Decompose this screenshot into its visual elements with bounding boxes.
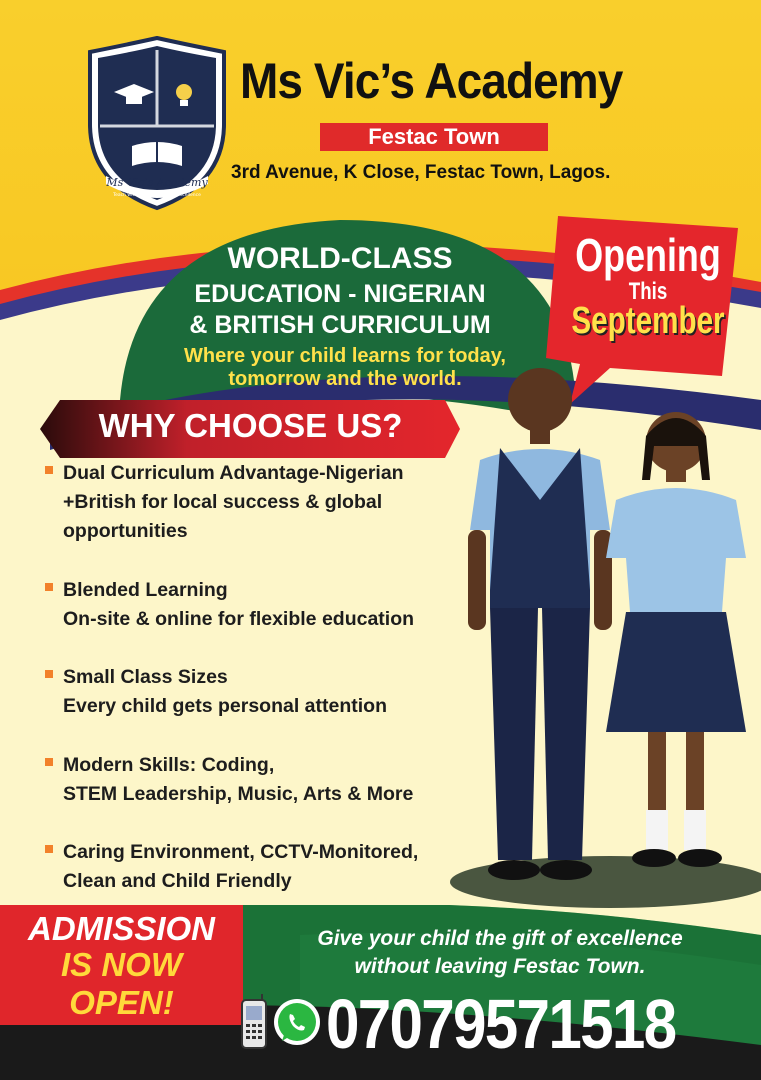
crest-motto: Teach with Love, Shine with Excellence bbox=[113, 193, 201, 198]
feature-text: Caring Environment, CCTV-Monitored, bbox=[63, 841, 419, 863]
feature-text: Modern Skills: Coding, bbox=[63, 754, 275, 776]
whatsapp-icon bbox=[272, 997, 322, 1047]
feature-item bbox=[45, 663, 387, 721]
headline-line-2: EDUCATION - NIGERIAN bbox=[194, 280, 486, 308]
feature-text: Dual Curriculum Advantage-Nigerian bbox=[63, 462, 404, 484]
phone-number[interactable]: 07079571518 bbox=[326, 985, 676, 1063]
feature-text: +British for local success & global bbox=[63, 491, 383, 513]
feature-item bbox=[45, 838, 418, 896]
admission-line-2: IS NOW bbox=[61, 946, 182, 983]
feature-text: opportunities bbox=[63, 520, 188, 542]
feature-item bbox=[45, 459, 404, 546]
bullet-icon bbox=[45, 758, 53, 766]
why-choose-title: WHY CHOOSE US? bbox=[98, 407, 403, 444]
feature-text: Small Class Sizes bbox=[63, 666, 228, 688]
mobile-phone-icon bbox=[238, 994, 270, 1052]
crest-name: Ms Vic’s Academy bbox=[106, 176, 208, 189]
tagline-line-1: Where your child learns for today, bbox=[184, 345, 506, 367]
gift-line-2: without leaving Festac Town. bbox=[354, 955, 646, 978]
feature-item bbox=[45, 751, 413, 809]
headline-line-1: WORLD-CLASS bbox=[227, 242, 453, 275]
tagline-line-2: tomorrow and the world. bbox=[228, 368, 462, 390]
bullet-icon bbox=[45, 583, 53, 591]
feature-item bbox=[45, 576, 414, 634]
feature-text: Clean and Child Friendly bbox=[63, 870, 292, 892]
bullet-icon bbox=[45, 845, 53, 853]
address-text: 3rd Avenue, K Close, Festac Town, Lagos. bbox=[231, 162, 611, 183]
bullet-icon bbox=[45, 466, 53, 474]
feature-text: Blended Learning bbox=[63, 579, 228, 601]
feature-text: Every child gets personal attention bbox=[63, 695, 387, 717]
admission-line-1: ADMISSION bbox=[27, 910, 215, 947]
page-title: Ms Vic’s Academy bbox=[240, 53, 623, 109]
badge-line-2: This bbox=[628, 278, 668, 305]
students-photo bbox=[440, 350, 761, 910]
feature-text: On-site & online for flexible education bbox=[63, 608, 415, 630]
badge-line-1: Opening bbox=[575, 229, 721, 281]
gift-line-1: Give your child the gift of excellence bbox=[317, 927, 683, 950]
admission-line-3: OPEN! bbox=[69, 984, 174, 1021]
headline-line-3: & BRITISH CURRICULUM bbox=[189, 311, 491, 339]
academy-crest-logo bbox=[84, 34, 230, 212]
bullet-icon bbox=[45, 670, 53, 678]
badge-line-3: September bbox=[571, 300, 725, 342]
location-banner: Festac Town bbox=[320, 123, 548, 151]
feature-text: STEM Leadership, Music, Arts & More bbox=[63, 783, 414, 805]
